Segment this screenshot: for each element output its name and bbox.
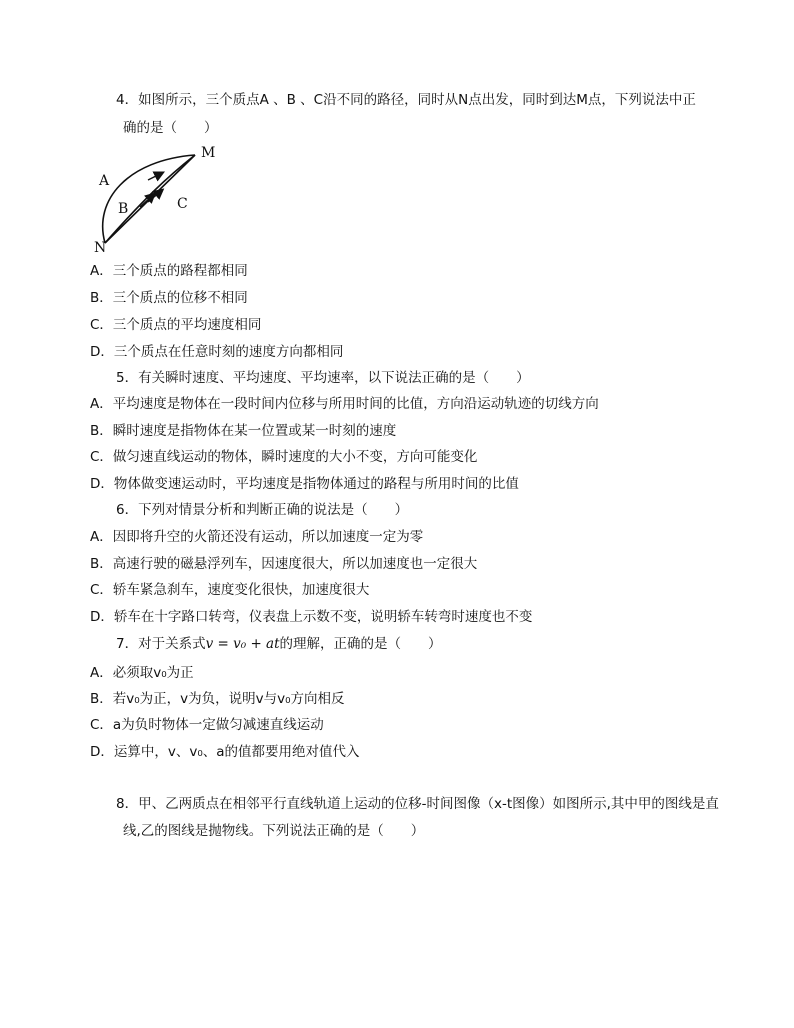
q7-option-a: A．必须取v₀为正 xyxy=(90,665,194,681)
q5-option-c: C．做匀速直线运动的物体，瞬时速度的大小不变，方向可能变化 xyxy=(90,449,478,465)
q7-stem xyxy=(116,635,442,653)
q8-stem-line1: 8．甲、乙两质点在相邻平行直线轨道上运动的位移-时间图像（x-t图像）如图所示,其中甲的图线是直 xyxy=(116,796,719,812)
arrow-b xyxy=(140,196,152,207)
q4-option-a: A．三个质点的路程都相同 xyxy=(90,263,248,279)
label-b: B xyxy=(118,201,129,217)
label-c: C xyxy=(177,196,188,212)
q7-option-c: C．a为负时物体一定做匀减速直线运动 xyxy=(90,717,324,733)
q6-stem: 6．下列对情景分析和判断正确的说法是（ ） xyxy=(116,502,409,518)
q5-option-a: A．平均速度是物体在一段时间内位移与所用时间的比值，方向沿运动轨迹的切线方向 xyxy=(90,396,599,412)
label-m: M xyxy=(201,145,216,161)
q7-stem-suffix: 的理解，正确的是（ ） xyxy=(279,636,442,652)
q7-stem-prefix: 7．对于关系式 xyxy=(116,636,206,652)
q6-option-b: B．高速行驶的磁悬浮列车，因速度很大，所以加速度也一定很大 xyxy=(90,556,478,572)
q6-option-c: C．轿车紧急刹车，速度变化很快，加速度很大 xyxy=(90,582,370,598)
q4-path-diagram xyxy=(88,140,228,258)
q4-option-c: C．三个质点的平均速度相同 xyxy=(90,317,262,333)
q4-option-b: B．三个质点的位移不相同 xyxy=(90,290,248,306)
arrow-c xyxy=(148,192,160,202)
q5-option-d: D．物体做变速运动时，平均速度是指物体通过的路程与所用时间的比值 xyxy=(90,476,519,492)
q5-option-b: B．瞬时速度是指物体在某一位置或某一时刻的速度 xyxy=(90,423,397,439)
label-n: N xyxy=(94,240,107,256)
label-a: A xyxy=(99,173,110,189)
q7-formula: v = v₀ + at xyxy=(205,636,280,652)
arrow-a xyxy=(148,174,160,180)
q4-stem-line1: 4．如图所示，三个质点A 、B 、C沿不同的路径，同时从N点出发，同时到达M点，下列说法中正 xyxy=(116,92,696,108)
q4-stem-line2: 确的是（ ） xyxy=(123,120,218,136)
q5-stem: 5．有关瞬时速度、平均速度、平均速率，以下说法正确的是（ ） xyxy=(116,370,530,386)
q7-option-d: D．运算中，v、v₀、a的值都要用绝对值代入 xyxy=(90,744,360,760)
q7-option-b: B．若v₀为正，v为负，说明v与v₀方向相反 xyxy=(90,691,345,707)
q6-option-d: D．轿车在十字路口转弯，仪表盘上示数不变，说明轿车转弯时速度也不变 xyxy=(90,609,533,625)
q8-stem-line2: 线,乙的图线是抛物线。下列说法正确的是（ ） xyxy=(123,823,425,839)
q4-option-d: D．三个质点在任意时刻的速度方向都相同 xyxy=(90,344,344,360)
q6-option-a: A．因即将升空的火箭还没有运动，所以加速度一定为零 xyxy=(90,529,424,545)
